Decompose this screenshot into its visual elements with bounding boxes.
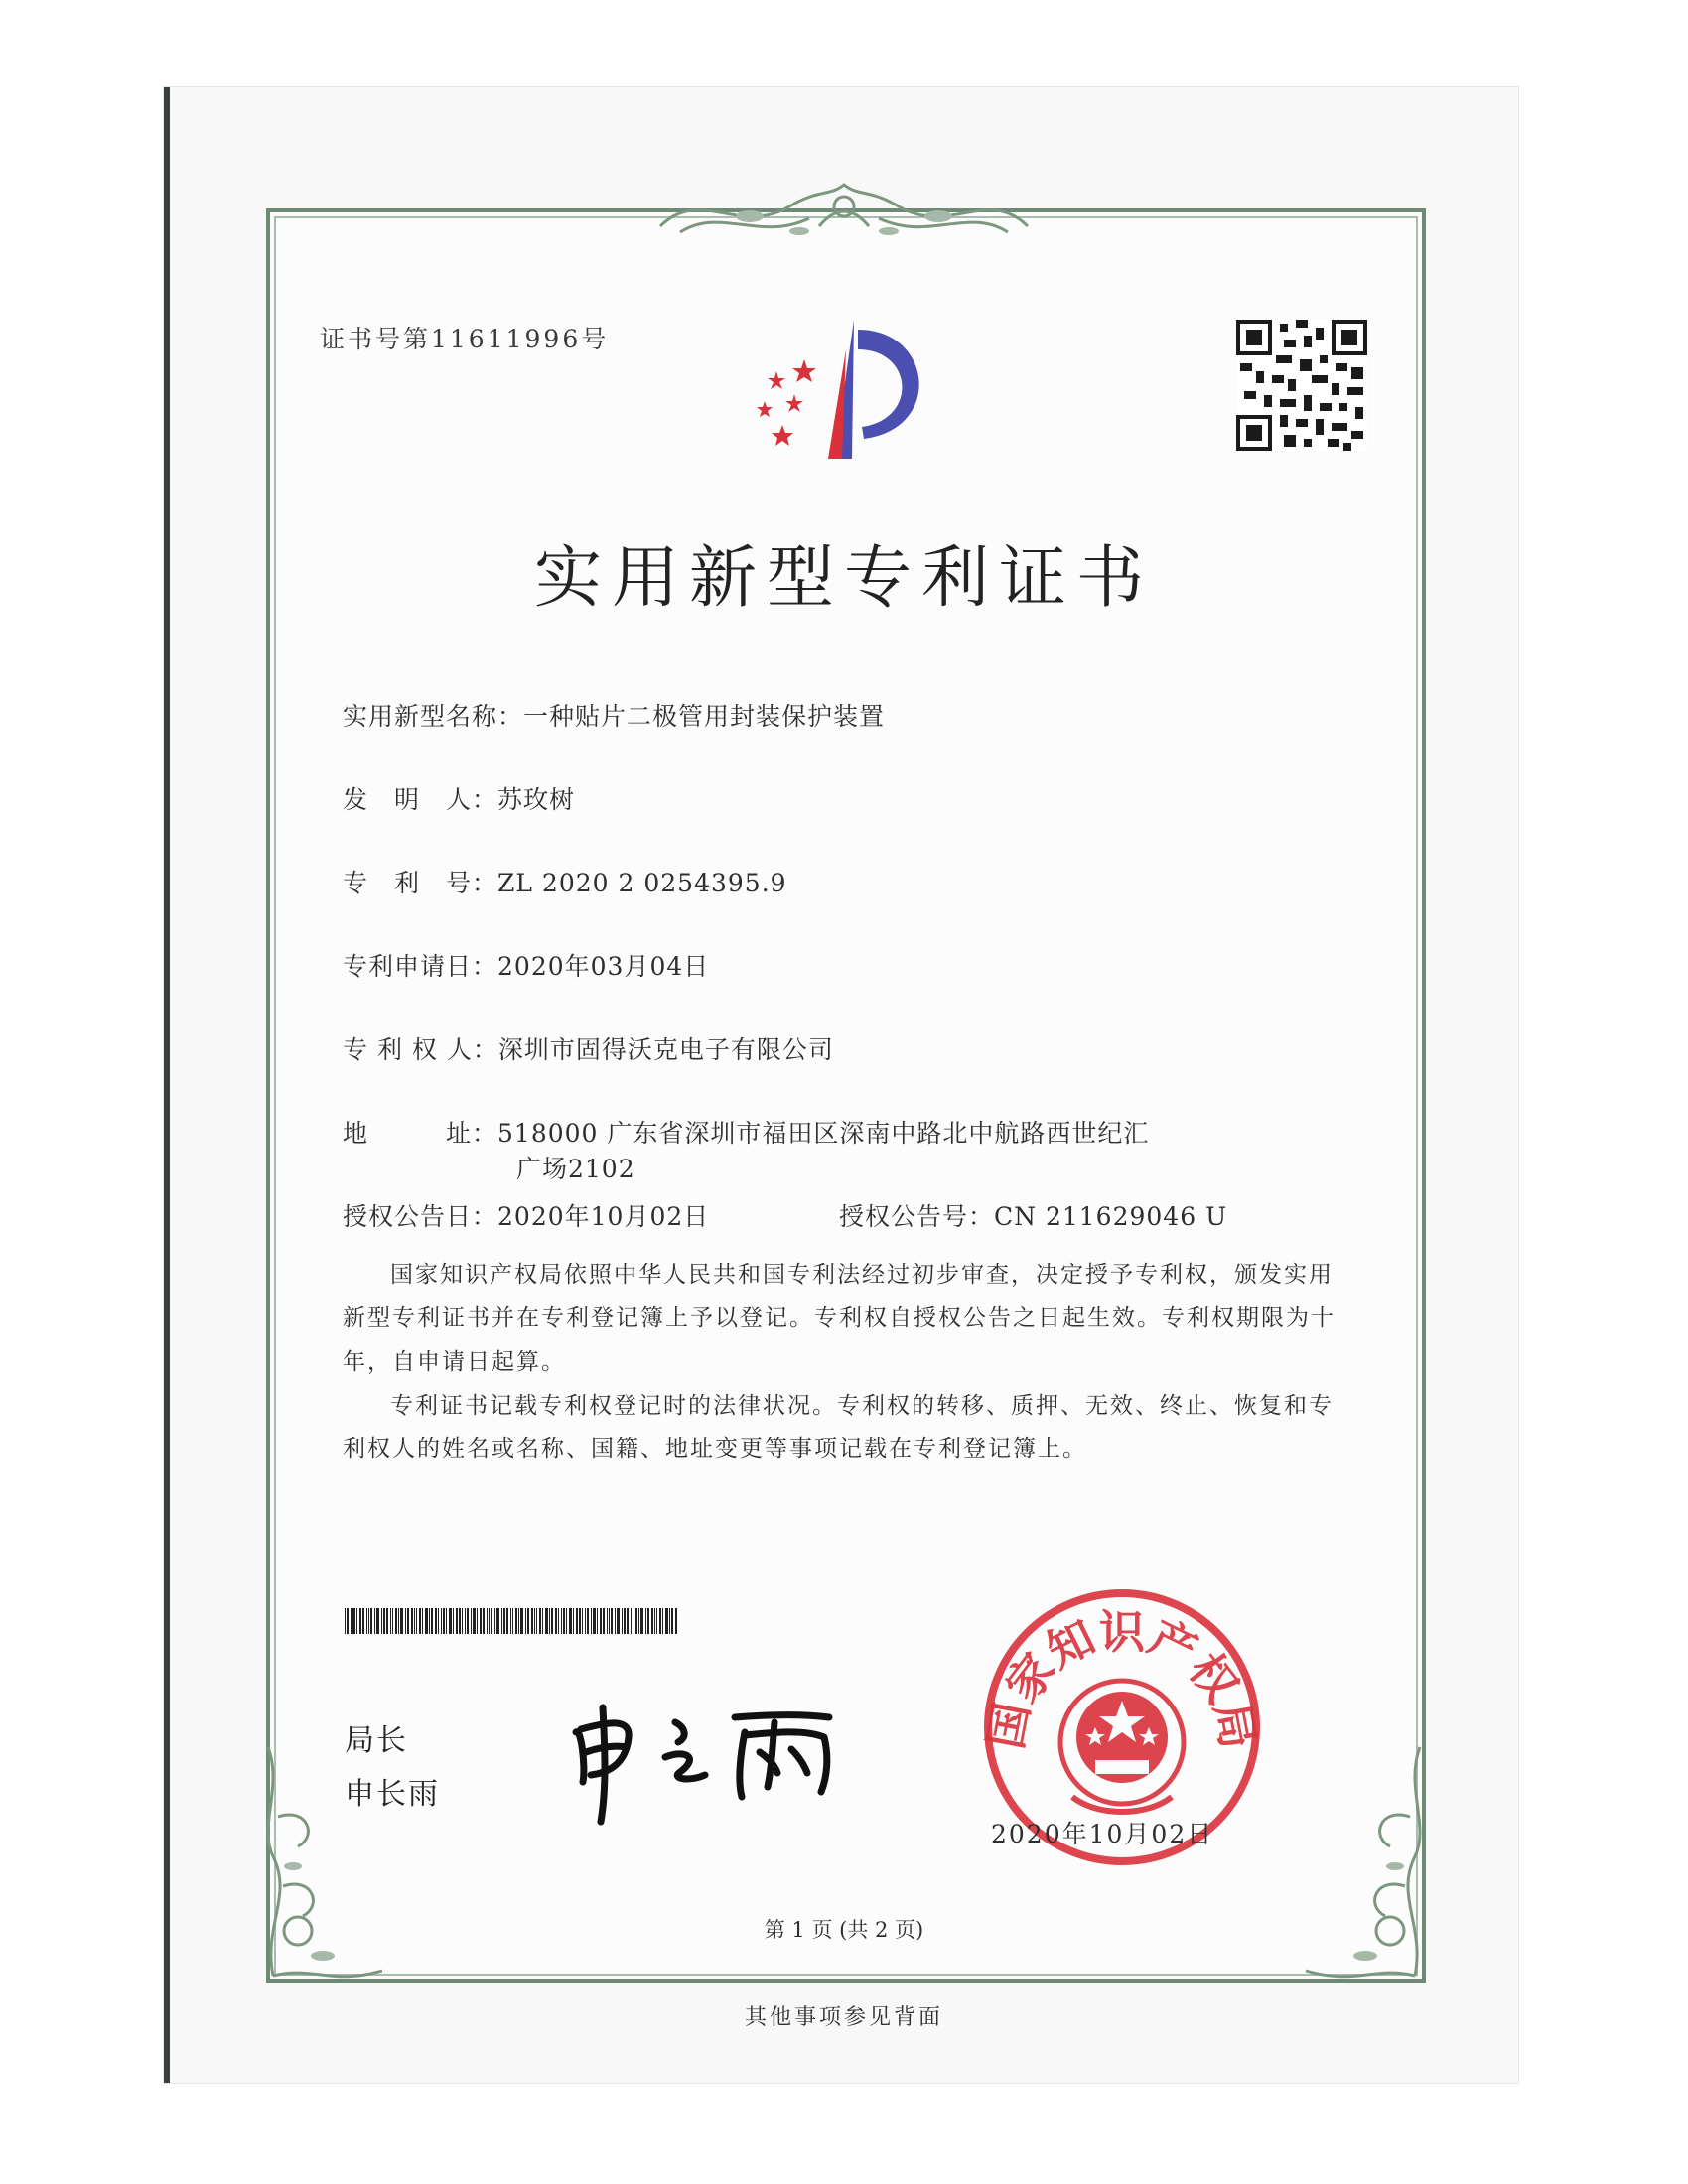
field-address-line2: 广场2102 (516, 1155, 635, 1183)
director-name: 申长雨 (345, 1777, 440, 1812)
field-address-label: 地 址： (343, 1119, 498, 1148)
field-owner-value: 深圳市固得沃克电子有限公司 (497, 1035, 834, 1064)
top-ornament (650, 177, 1038, 248)
field-apply-date-value: 2020年03月04日 (497, 952, 710, 981)
seal-text: 国家知识产权局 (978, 1605, 1266, 1753)
body-paragraph-2: 专利证书记载专利权登记时的法律状况。专利权的转移、质押、无效、终止、恢复和专利权人的姓名或名称、国籍、地址变更等事项记载在专利登记簿上。 (343, 1393, 1334, 1462)
field-grant-date-label: 授权公告日： (343, 1202, 498, 1231)
director-title: 局长 (345, 1723, 408, 1758)
field-grant-date (343, 1197, 709, 1233)
seal-date: 2020年10月02日 (991, 1820, 1214, 1848)
patent-office-logo (735, 310, 953, 469)
field-apply-date (343, 947, 709, 983)
field-apply-date-label: 专利申请日： (343, 952, 498, 981)
field-grant-number (839, 1197, 1227, 1233)
qr-code-icon[interactable] (1236, 320, 1367, 451)
body-paragraph-1: 国家知识产权局依照中华人民共和国专利法经过初步审查，决定授予专利权，颁发实用新型专利证书并在专利登记簿上予以登记。专利权自授权公告之日起生效。专利权期限为十年，自申请日起算。 (343, 1262, 1336, 1375)
field-patent-number-value: ZL 2020 2 0254395.9 (497, 869, 787, 897)
page-info: 第 1 页 (共 2 页) (764, 1918, 924, 1942)
field-address (343, 1114, 1149, 1150)
field-grant-number-value: CN 211629046 U (994, 1202, 1228, 1231)
certificate-number: 证书号第11611996号 (320, 325, 610, 353)
field-owner-label: 专 利 权 人： (343, 1035, 498, 1064)
field-grant-number-label: 授权公告号： (839, 1202, 995, 1231)
field-inventor-value: 苏玫树 (497, 785, 576, 814)
footer-note: 其他事项参见背面 (744, 2005, 943, 2030)
barcode (345, 1608, 680, 1634)
field-name-label: 实用新型名称： (343, 702, 524, 731)
field-patent-number-label: 专 利 号： (343, 869, 498, 897)
field-address-value: 518000 广东省深圳市福田区深南中路北中航路西世纪汇 (497, 1119, 1150, 1148)
field-inventor (343, 780, 575, 816)
bottom-right-ornament (1296, 1727, 1435, 1985)
field-grant-date-value: 2020年10月02日 (497, 1202, 710, 1231)
field-name-value: 一种贴片二极管用封装保护装置 (523, 702, 886, 731)
bottom-left-ornament (253, 1727, 392, 1985)
director-signature (561, 1688, 849, 1827)
field-patent-number (343, 864, 787, 899)
field-name (343, 697, 885, 733)
certificate-title: 实用新型专利证书 (533, 539, 1154, 617)
field-inventor-label: 发 明 人： (343, 785, 498, 814)
field-owner (343, 1030, 834, 1066)
